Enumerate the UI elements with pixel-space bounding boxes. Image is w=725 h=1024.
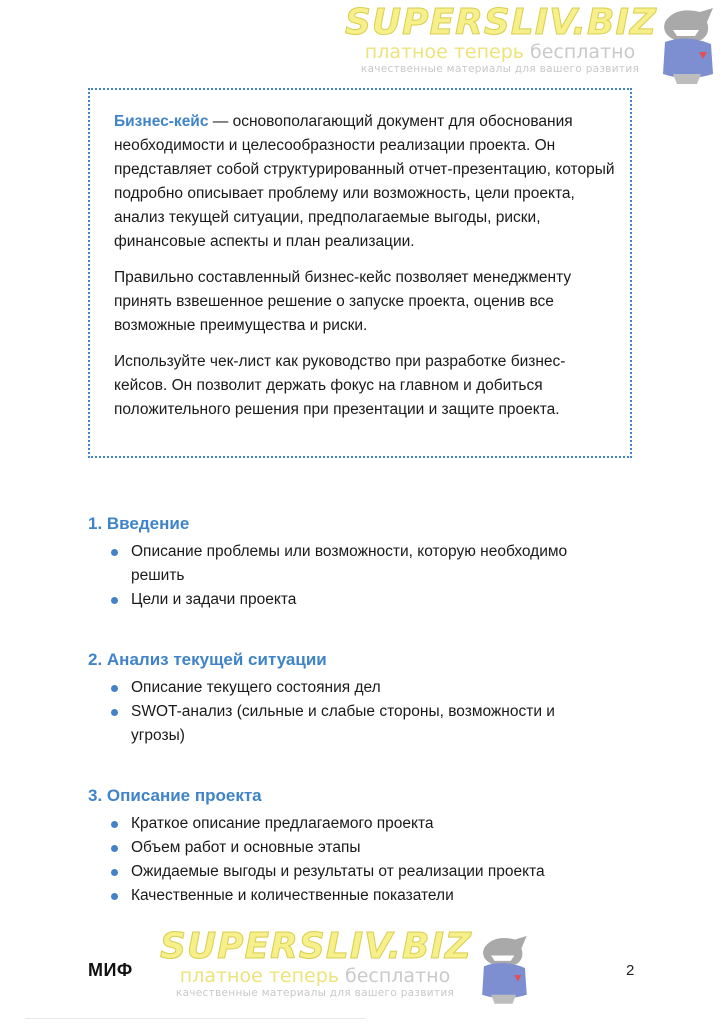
list-item: Объем работ и основные этапы (88, 836, 648, 860)
list-item: Ожидаемые выгоды и результаты от реализации проекта (88, 860, 648, 884)
intro-paragraph-3: Используйте чек-лист как руководство при разработке бизнес-кейсов. Он позволит держать фокус на главном и добиться положительного решения при презентации и защите проекта. (114, 353, 566, 418)
bullet-icon (111, 685, 118, 692)
bullet-icon (111, 893, 118, 900)
divider (25, 1018, 365, 1019)
list-item: Цели и задачи проекта (88, 588, 648, 612)
section-heading: 3. Описание проекта (88, 786, 262, 805)
section-heading: 2. Анализ текущей ситуации (88, 650, 327, 669)
bullet-icon (111, 709, 118, 716)
term-highlight: Бизнес-кейс (114, 113, 209, 130)
watermark-subline: качественные материалы для вашего развития (360, 63, 640, 75)
watermark-title: SUPERSLIV.BIZ (345, 2, 657, 43)
section-project-description (88, 784, 648, 908)
list-item: Качественные и количественные показатели (88, 884, 648, 908)
page-number: 2 (626, 962, 635, 979)
list-item: Описание проблемы или возможности, которую необходимо решить (88, 540, 648, 588)
intro-box (88, 88, 632, 458)
list-item: SWOT-анализ (сильные и слабые стороны, возможности и угрозы) (88, 700, 648, 748)
publisher-logo: МИФ (88, 960, 133, 980)
watermark-title: SUPERSLIV.BIZ (160, 926, 472, 967)
bullet-icon (111, 845, 118, 852)
intro-paragraph-2: Правильно составленный бизнес-кейс позволяет менеджменту принять взвешенное решение о запуске проекта, оценив все возможные преимущества и риски. (114, 269, 572, 334)
watermark-tagline: платное теперь бесплатно (179, 965, 451, 987)
bullet-icon (111, 549, 118, 556)
list-item: Описание текущего состояния дел (88, 676, 648, 700)
intro-paragraph-1: Бизнес-кейс — основополагающий документ для обоснования необходимости и целесообразности реализации проекта. Он представляет собой структурированный отчет-презентацию, который подробно описывает проблему или возможность, цели проекта, анализ текущей ситуации, предполагаемые выгоды, риски, финансовые аспекты и план реализации. (114, 113, 615, 250)
watermark-bottom (160, 928, 470, 1000)
watermark-top (345, 4, 655, 76)
shark-mascot-icon (655, 4, 720, 84)
shark-mascot-icon (475, 926, 533, 1010)
list-item: Краткое описание предлагаемого проекта (88, 812, 648, 836)
watermark-subline: качественные материалы для вашего развития (175, 987, 455, 999)
section-introduction (88, 512, 648, 612)
watermark-tagline: платное теперь бесплатно (364, 41, 636, 63)
bullet-icon (111, 869, 118, 876)
bullet-icon (111, 597, 118, 604)
bullet-icon (111, 821, 118, 828)
section-heading: 1. Введение (88, 514, 190, 533)
section-situation-analysis (88, 648, 648, 748)
